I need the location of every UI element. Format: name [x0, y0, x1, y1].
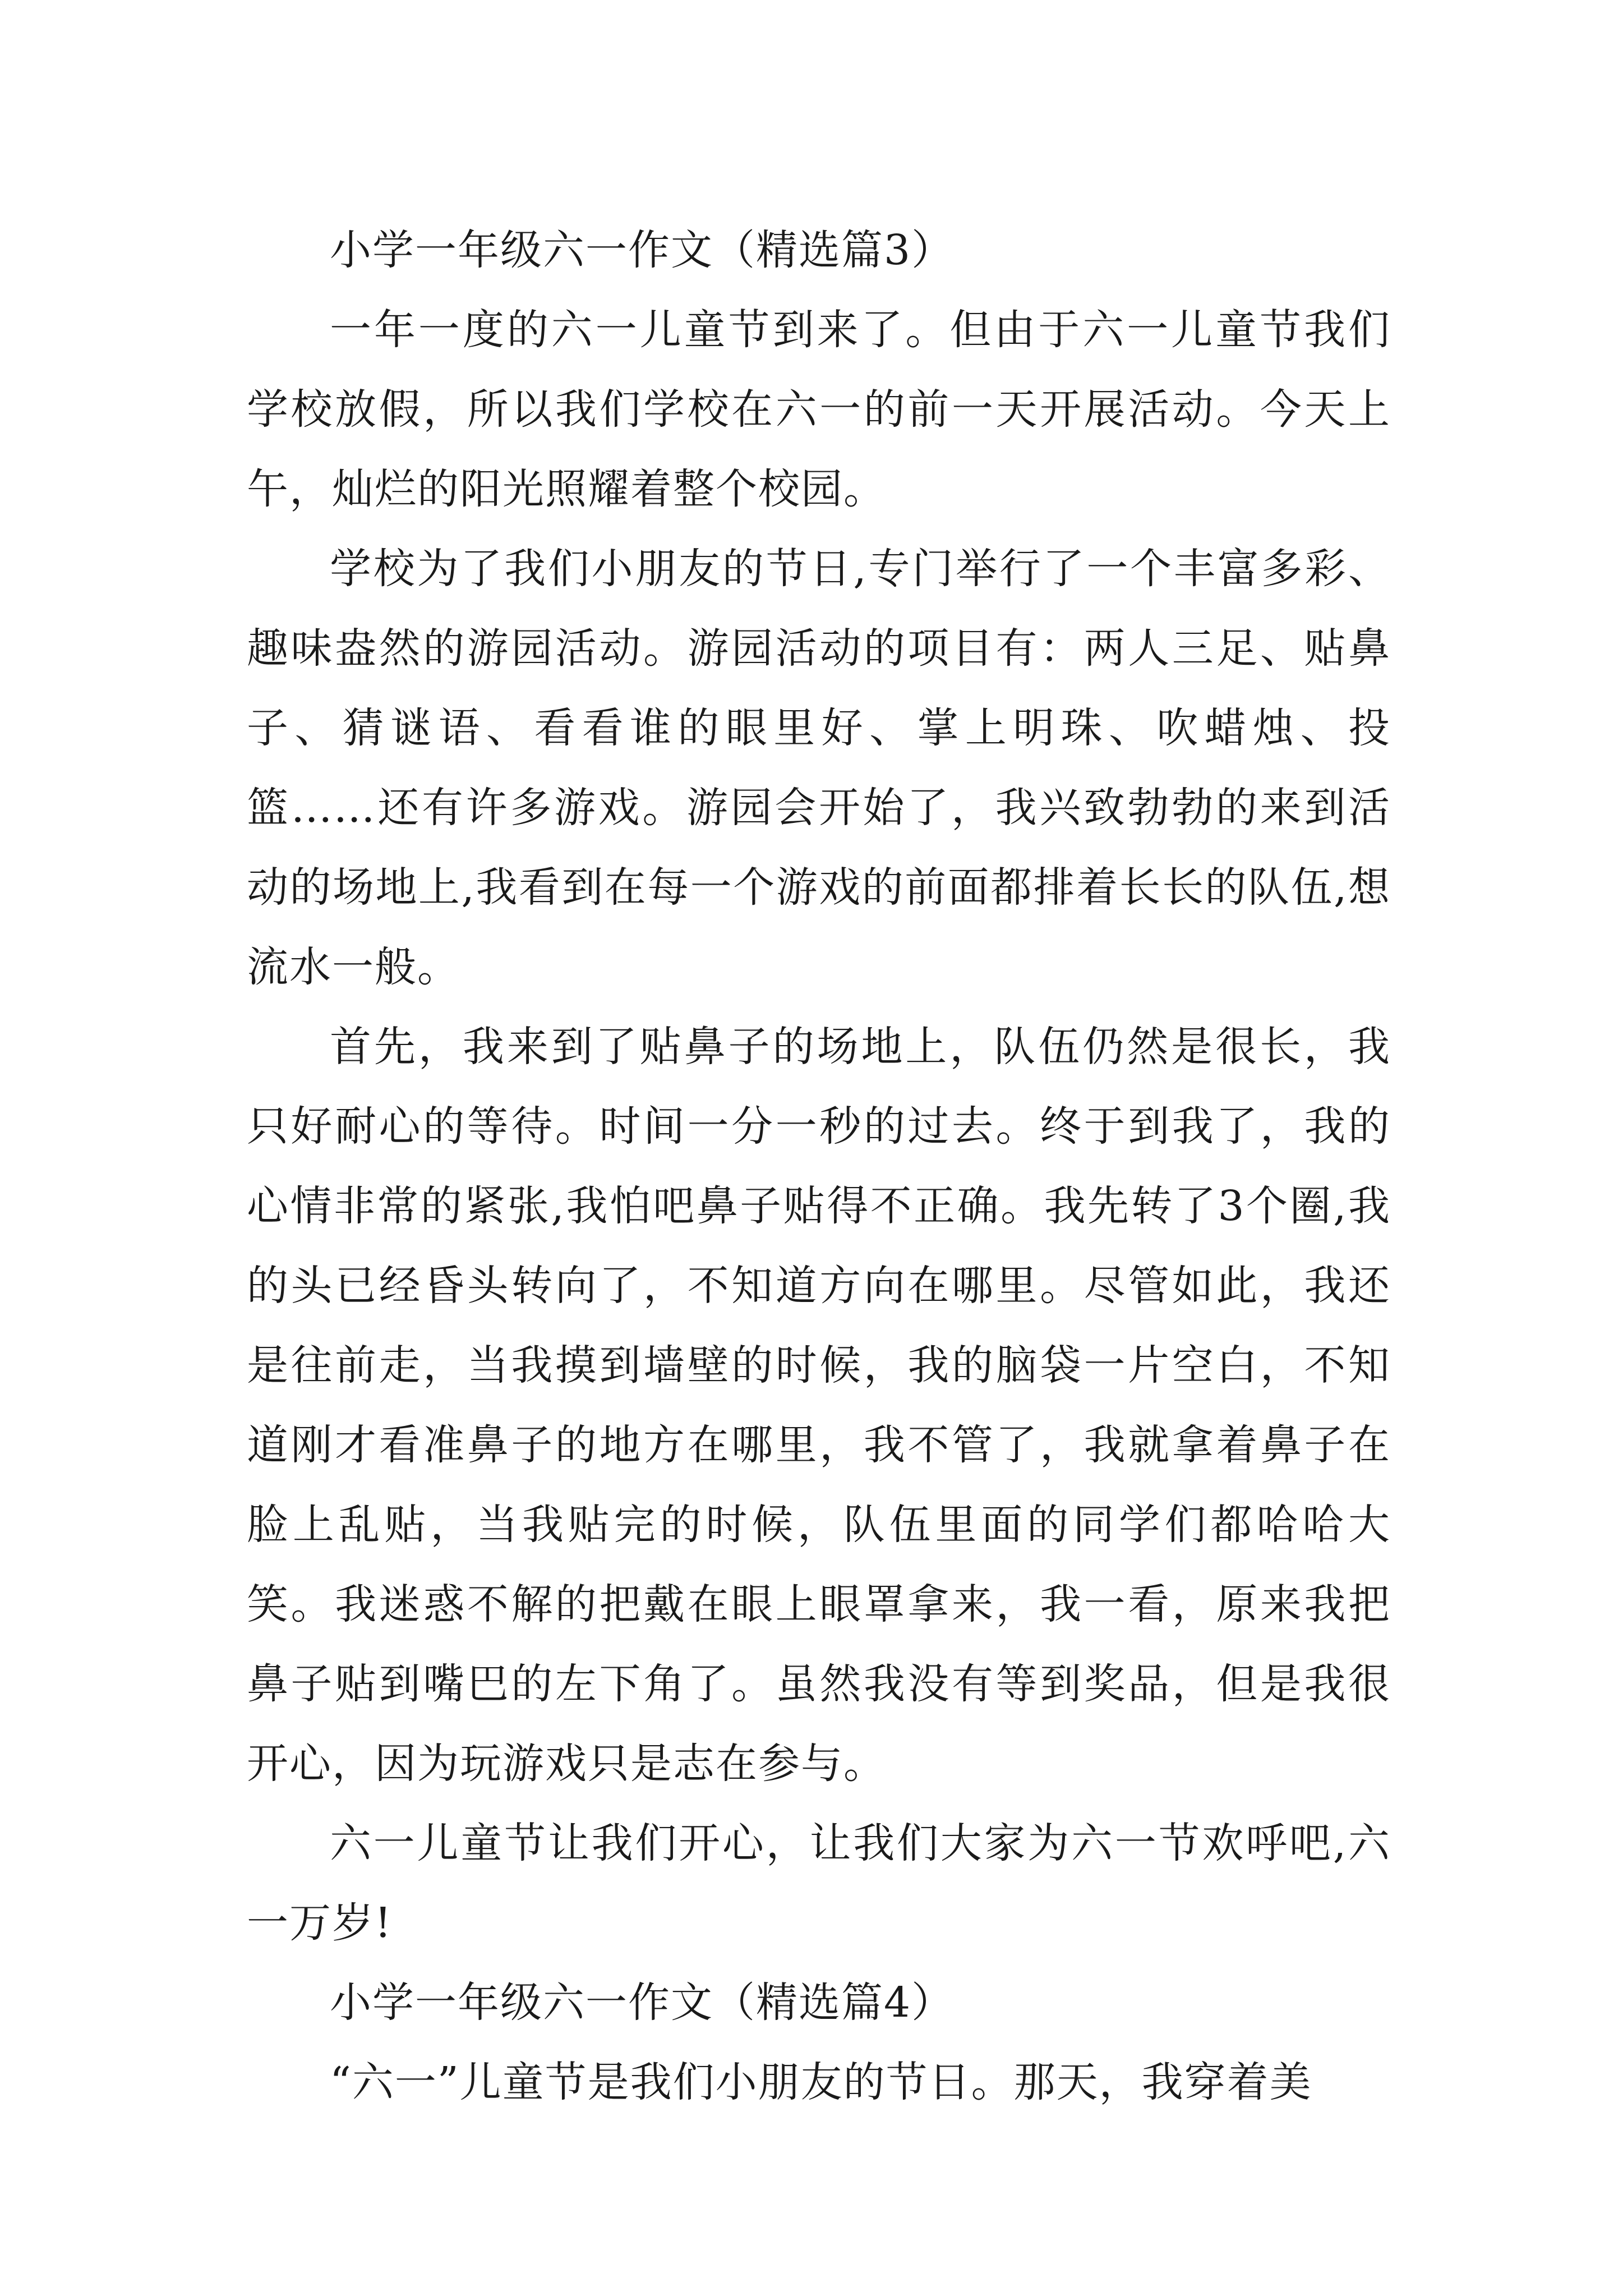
section-heading-3: 小学一年级六一作文（精选篇3） [330, 226, 955, 274]
paragraph: 六一儿童节让我们开心，让我们大家为六一节欢呼吧,六一万岁! [247, 1819, 1391, 1947]
paragraph: 学校为了我们小朋友的节日,专门举行了一个丰富多彩、趣味盎然的游园活动。游园活动的项目有：两人三足、贴鼻子、猜谜语、看看谁的眼里好、掌上明珠、吹蜡烛、投篮……还有许多游戏。游园会开始了，我兴致勃勃的来到活动的场地上,我看到在每一个游戏的前面都排着长长的队伍,想流水一般。 [247, 545, 1391, 991]
paragraph: 首先，我来到了贴鼻子的场地上，队伍仍然是很长，我只好耐心的等待。时间一分一秒的过去。终于到我了，我的心情非常的紧张,我怕吧鼻子贴得不正确。我先转了3个圈,我的头已经昏头转向了，不知道方向在哪里。尽管如此，我还是往前走，当我摸到墙壁的时候，我的脑袋一片空白，不知道刚才看准鼻子的地方在哪里，我不管了，我就拿着鼻子在脸上乱贴，当我贴完的时候，队伍里面的同学们都哈哈大笑。我迷惑不解的把戴在眼上眼罩拿来，我一看，原来我把鼻子贴到嘴巴的左下角了。虽然我没有等到奖品，但是我很开心，因为玩游戏只是志在参与。 [247, 1023, 1391, 1788]
document-body [247, 210, 1391, 2122]
paragraph: 一年一度的六一儿童节到来了。但由于六一儿童节我们学校放假，所以我们学校在六一的前一天开展活动。今天上午，灿烂的阳光照耀着整个校园。 [247, 306, 1391, 513]
section-heading-4: 小学一年级六一作文（精选篇4） [330, 1978, 955, 2027]
paragraph: “六一”儿童节是我们小朋友的节日。那天，我穿着美 [330, 2058, 1312, 2106]
